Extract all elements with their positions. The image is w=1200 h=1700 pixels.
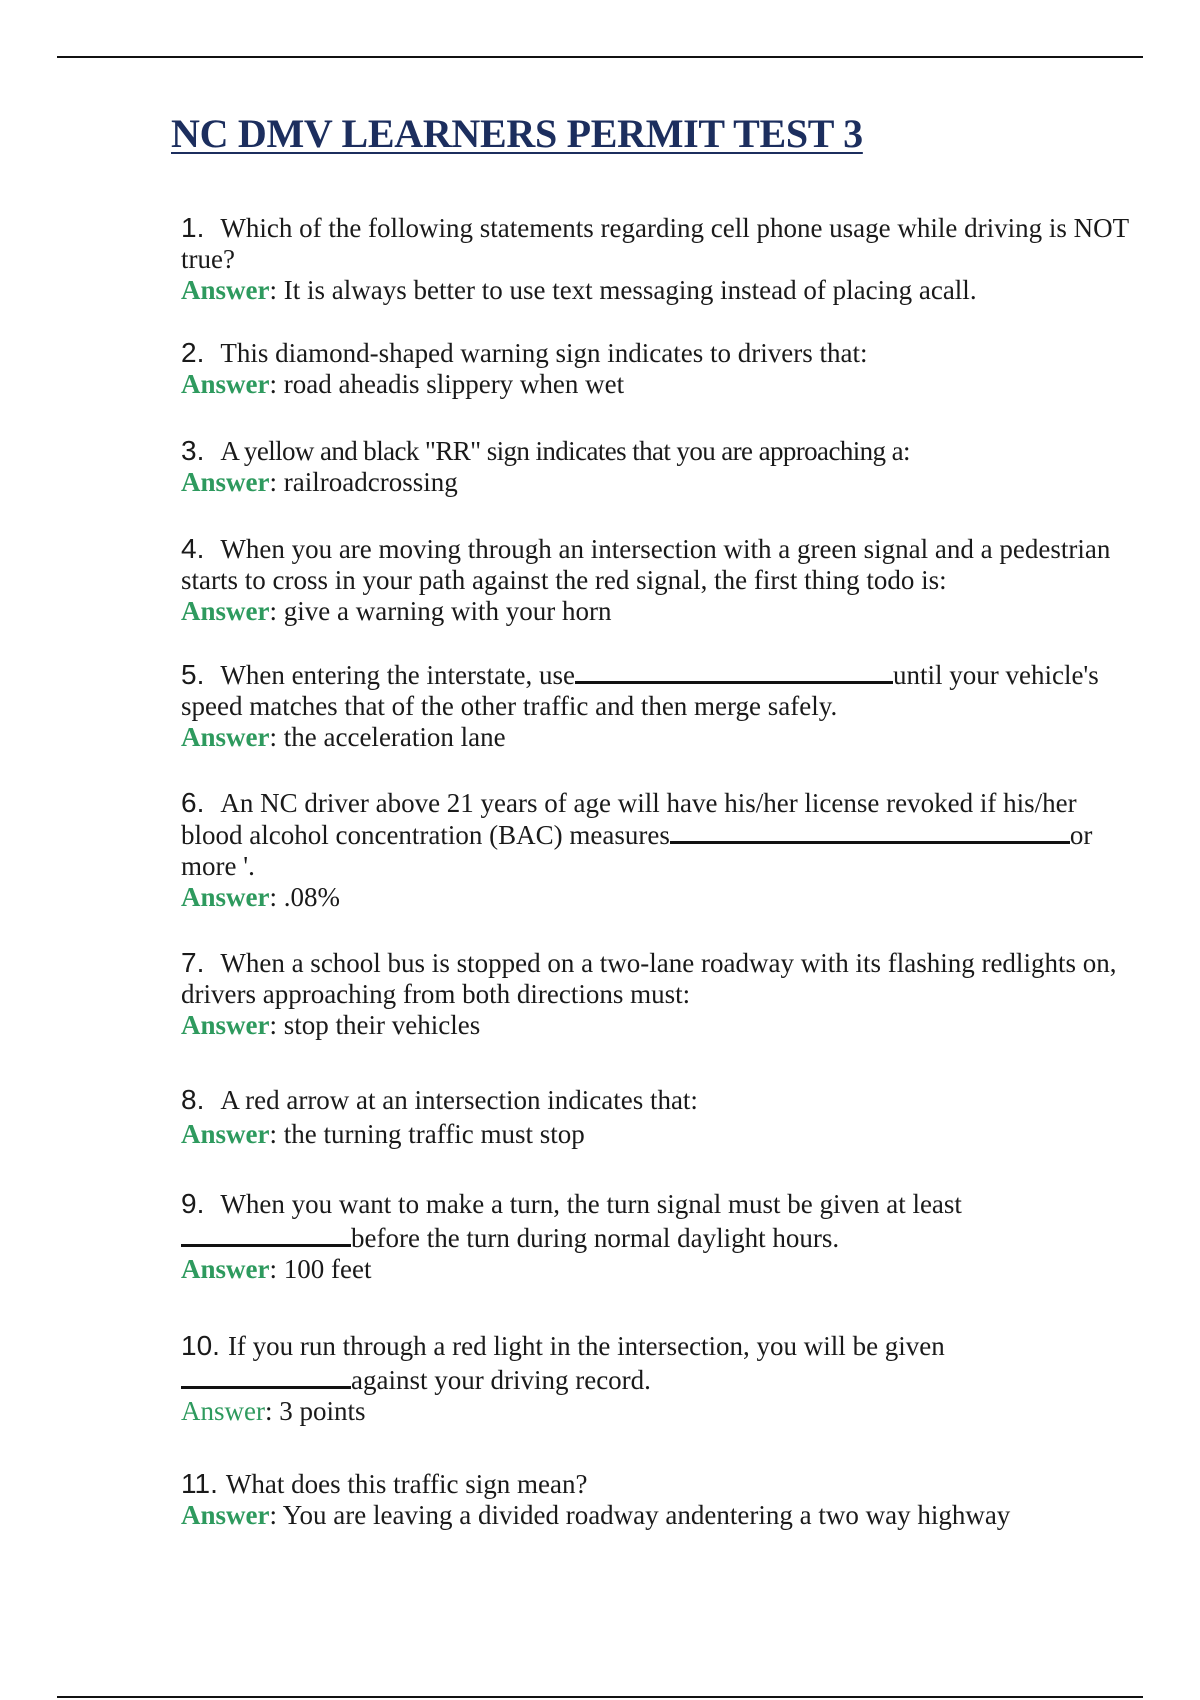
- question-number: 4.: [181, 533, 205, 564]
- answer: Answer: the acceleration lane: [181, 722, 506, 752]
- question-item: [181, 947, 1141, 1084]
- question-text: A yellow and black "RR" sign indicates that you are approaching a:: [220, 436, 910, 466]
- question-number: 10.: [181, 1330, 220, 1361]
- answer: Answer: stop their vehicles: [181, 1010, 481, 1040]
- question-item: [181, 659, 1141, 787]
- question-item: [181, 435, 1141, 533]
- fill-in-blank: [181, 1364, 351, 1389]
- answer-label: Answer: [181, 467, 270, 497]
- question-text-after: before the turn during normal daylight hours.: [351, 1223, 840, 1253]
- answer-label: Answer: [181, 1119, 270, 1149]
- answer-text: .08%: [283, 882, 341, 912]
- question-number: 6.: [181, 787, 205, 818]
- question-item: [181, 1188, 1141, 1330]
- question-number: 7.: [181, 947, 205, 978]
- question-text-after: against your driving record.: [351, 1365, 651, 1395]
- question-item: [181, 212, 1141, 337]
- question-text: Which of the following statements regarding cell phone usage while driving is NOT true?: [181, 213, 1129, 274]
- question-list: [181, 212, 1141, 1538]
- answer: Answer: the turning traffic must stop: [181, 1119, 585, 1149]
- question-item: [181, 337, 1141, 435]
- question-number: 2.: [181, 337, 205, 368]
- question-text: When you are moving through an intersection with a green signal and a pedestrian starts to cross in your path against the red signal, the first thing todo is:: [181, 534, 1111, 595]
- answer-text: give a warning with your horn: [283, 596, 612, 626]
- question-text-before: An NC driver above 21 years of age will have his/her license revoked if his/her blood alcohol concentration (BAC) measures: [181, 788, 1077, 850]
- answer-text: stop their vehicles: [283, 1010, 481, 1040]
- answer-label: Answer: [181, 722, 270, 752]
- question: [181, 533, 1141, 596]
- question-text-before: If you run through a red light in the intersection, you will be given: [227, 1331, 945, 1361]
- question: [181, 947, 1141, 1010]
- question-item: [181, 1330, 1141, 1468]
- answer: Answer: give a warning with your horn: [181, 596, 612, 626]
- answer-label: Answer: [181, 1010, 270, 1040]
- answer-text: 3 points: [279, 1396, 366, 1426]
- answer-label: Answer: [181, 882, 270, 912]
- question-text-before: When entering the interstate, use: [220, 660, 575, 690]
- answer: Answer: railroadcrossing: [181, 467, 458, 497]
- answer-text: road aheadis slippery when wet: [283, 369, 625, 399]
- answer-text: You are leaving a divided roadway andentering a two way highway: [282, 1500, 1011, 1530]
- question-text: What does this traffic sign mean?: [225, 1469, 588, 1499]
- question-number: 1.: [181, 212, 205, 243]
- question-continuation: [181, 1364, 1141, 1396]
- question: [181, 1084, 1141, 1116]
- answer-label: Answer: [181, 369, 270, 399]
- question: [181, 659, 1141, 722]
- answer: Answer: 100 feet: [181, 1254, 372, 1284]
- question: [181, 212, 1141, 275]
- answer-text: the acceleration lane: [283, 722, 506, 752]
- top-rule: [57, 56, 1143, 58]
- answer: Answer: You are leaving a divided roadway andentering a two way highway: [181, 1500, 1011, 1530]
- fill-in-blank: [181, 1222, 351, 1247]
- question-text-after: until your vehicle's speed matches that of the other traffic and then merge safely.: [181, 660, 1099, 721]
- answer-label: Answer: [181, 1396, 265, 1426]
- question-text-before: When you want to make a turn, the turn signal must be given at least: [220, 1189, 962, 1219]
- answer-text: 100 feet: [283, 1254, 372, 1284]
- question: [181, 337, 1141, 369]
- question: [181, 1468, 1141, 1500]
- question: [181, 1188, 1141, 1220]
- answer: Answer: 3 points: [181, 1396, 366, 1426]
- answer-label: Answer: [181, 1500, 270, 1530]
- question-item: [181, 533, 1141, 659]
- question-text-after: or more '.: [181, 820, 1093, 881]
- question-number: 11.: [181, 1468, 218, 1499]
- question-number: 8.: [181, 1084, 205, 1115]
- question-continuation: [181, 1222, 1141, 1254]
- answer-label: Answer: [181, 275, 270, 305]
- answer-text: railroadcrossing: [283, 467, 458, 497]
- question-item: [181, 1468, 1141, 1538]
- question-item: [181, 787, 1141, 947]
- fill-in-blank: [575, 659, 893, 684]
- question-number: 3.: [181, 435, 205, 466]
- question-number: 9.: [181, 1188, 205, 1219]
- question-text: This diamond-shaped warning sign indicates to drivers that:: [220, 338, 868, 368]
- fill-in-blank: [670, 819, 1070, 844]
- answer-label: Answer: [181, 596, 270, 626]
- answer-label: Answer: [181, 1254, 270, 1284]
- question: [181, 787, 1141, 882]
- question: [181, 1330, 1141, 1362]
- question: [181, 435, 1141, 467]
- answer: Answer: road aheadis slippery when wet: [181, 369, 625, 399]
- bottom-rule: [57, 1696, 1143, 1698]
- answer-text: It is always better to use text messaging instead of placing acall.: [283, 275, 977, 305]
- page-title: NC DMV LEARNERS PERMIT TEST 3: [171, 111, 863, 156]
- question-item: [181, 1084, 1141, 1188]
- question-number: 5.: [181, 659, 205, 690]
- question-text: When a school bus is stopped on a two-lane roadway with its flashing redlights on, drivers approaching from both directions must:: [181, 948, 1117, 1009]
- answer: Answer: It is always better to use text messaging instead of placing acall.: [181, 275, 977, 305]
- answer: Answer: .08%: [181, 882, 341, 912]
- question-text: A red arrow at an intersection indicates that:: [220, 1085, 698, 1115]
- answer-text: the turning traffic must stop: [283, 1119, 585, 1149]
